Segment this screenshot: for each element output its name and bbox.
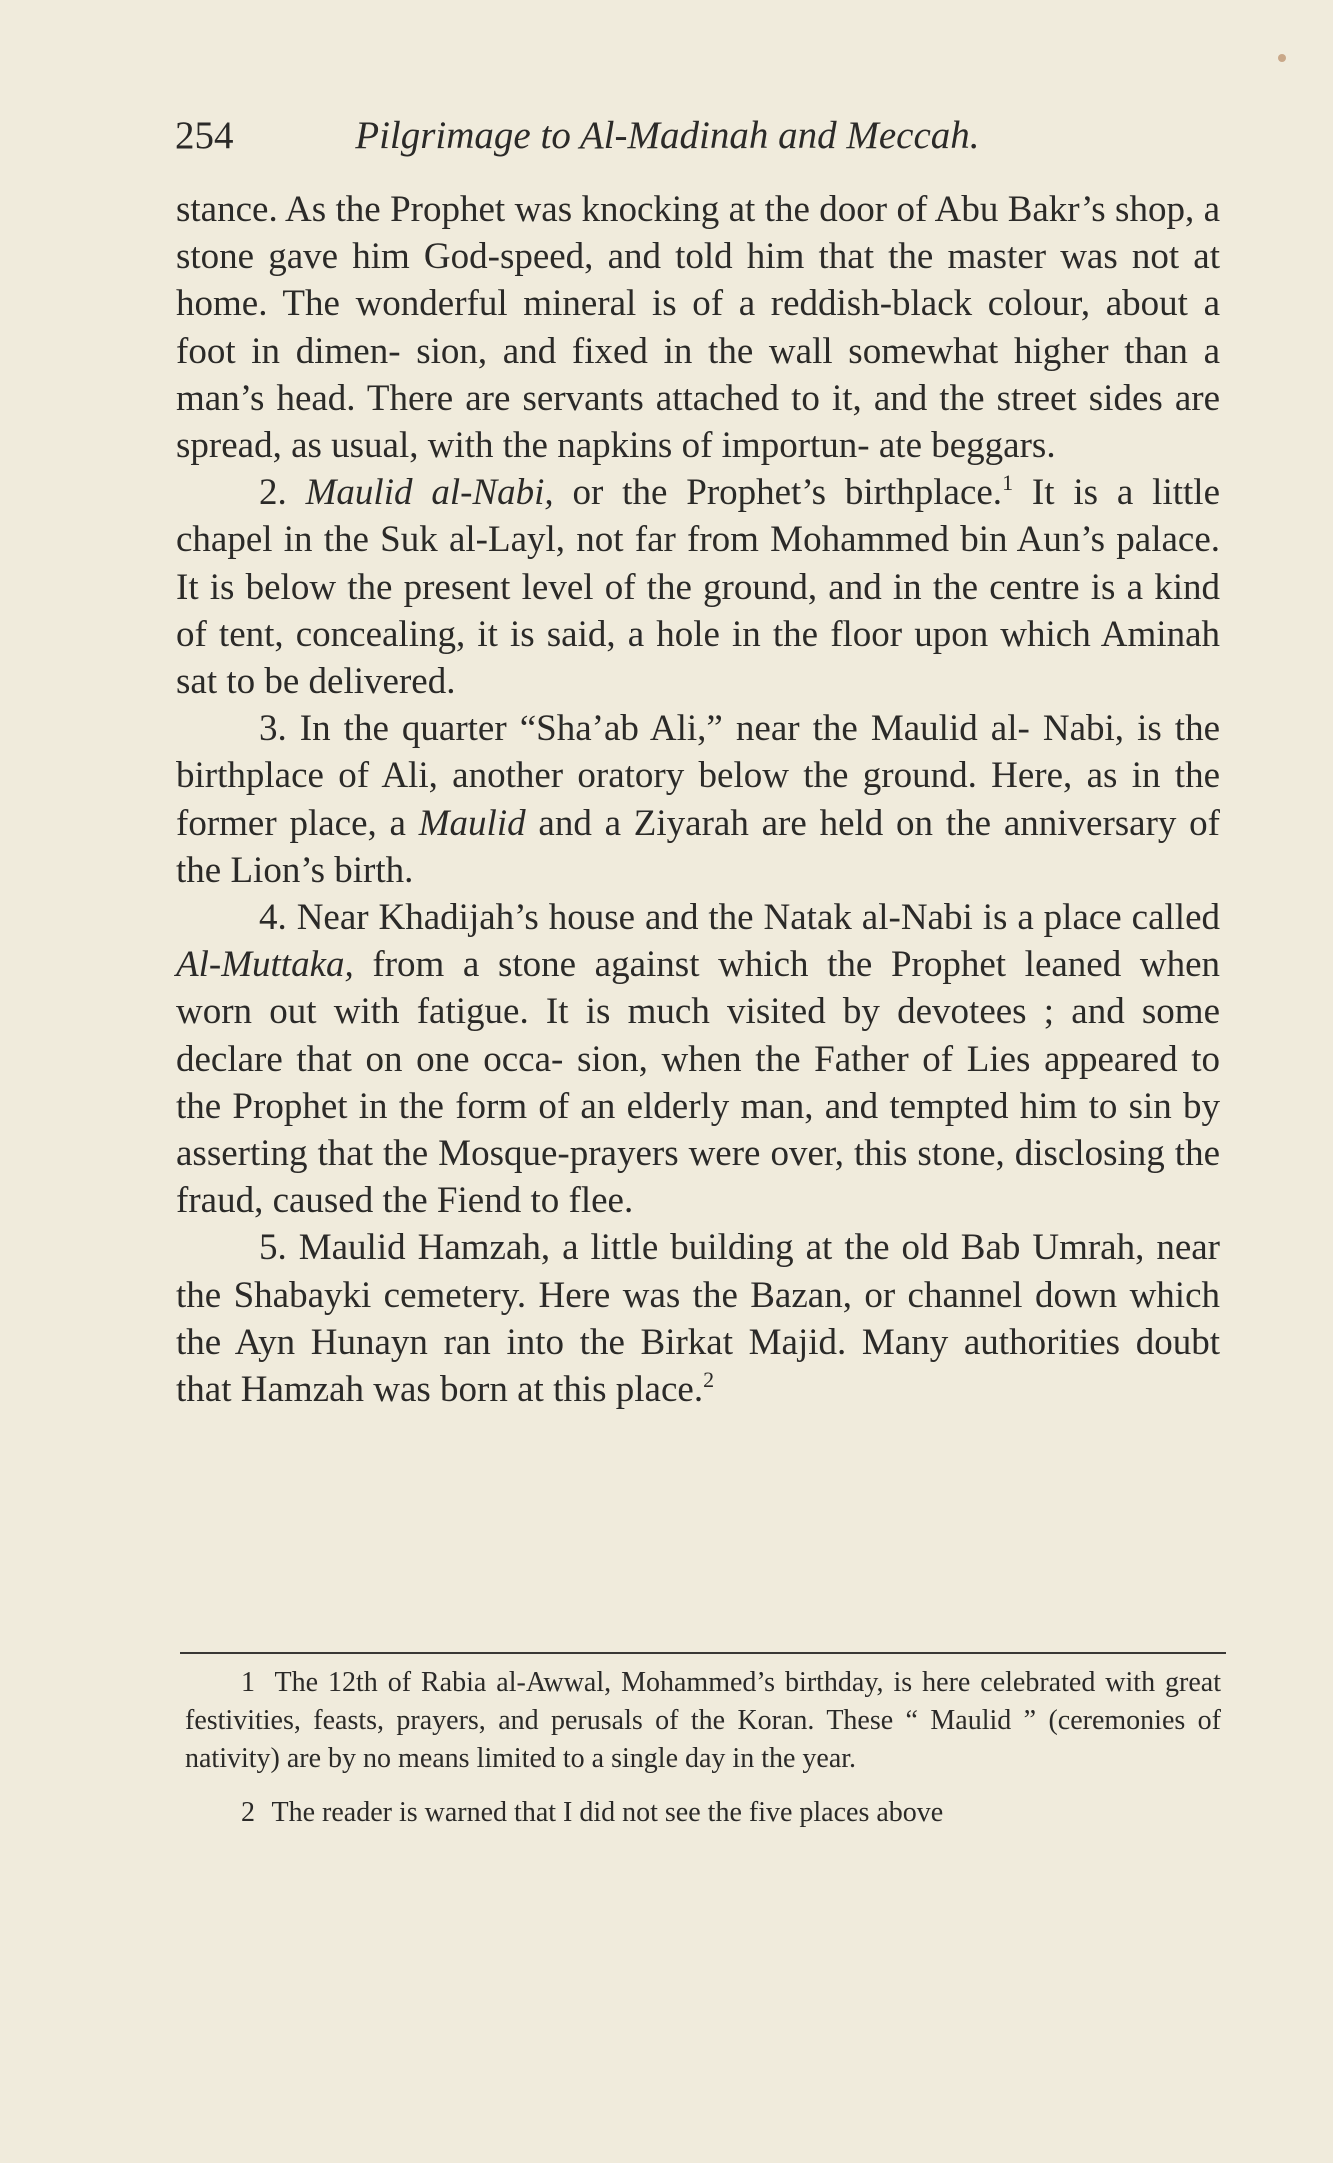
paragraph-2-number: 2.: [259, 472, 287, 514]
footnote-ref-2: 2: [703, 1367, 715, 1393]
paragraph-4: [176, 894, 1220, 1224]
footnote-1-number: 1: [241, 1667, 255, 1698]
running-title: Pilgrimage to Al-Madinah and Meccah.: [355, 114, 980, 157]
footnotes: [185, 1664, 1221, 1832]
paragraph-4-text-b: from a stone against which the Prophet leaned when worn out with fatigue. It is much visited by devotees ; and some declare that on one occa- sion, when the Father of Lies appeared to the Prophet in the form of an elderly man, and tempted him to sin by asserting that the Mosque-prayers were over, this stone, disclosing the fraud, caused the Fiend to flee.: [176, 944, 1220, 1222]
footnote-rule: [180, 1652, 1226, 1654]
paragraph-2-italic: Maulid al-Nabi,: [305, 472, 554, 514]
body-text: [176, 186, 1220, 1413]
footnote-1-text: The 12th of Rabia al-Awwal, Mohammed’s birthday, is here celebrated with great festivities, feasts, prayers, and perusals of the Koran. These “ Maulid ” (ceremonies of nativity) are by no means limited to a single day in the year.: [185, 1667, 1221, 1774]
footnote-2: [185, 1794, 1221, 1832]
paragraph-2: [176, 469, 1220, 705]
paragraph-5-text: 5. Maulid Hamzah, a little building at the old Bab Umrah, near the Shabayki cemetery. Here was the Bazan, or channel down which the Ayn Hunayn ran into the Birkat Majid. Many authorities doubt that Hamzah was born at this place.: [176, 1227, 1220, 1411]
footnote-2-number: 2: [241, 1797, 255, 1828]
footnote-ref-1: 1: [1002, 470, 1014, 496]
footnote-2-text: The reader is warned that I did not see the five places above: [271, 1797, 944, 1828]
paragraph-4-text-a: 4. Near Khadijah’s house and the Natak al-Nabi is a place called: [259, 897, 1220, 939]
page-number: 254: [175, 114, 234, 157]
running-header: [175, 106, 1235, 166]
paragraph-3-italic: Maulid: [418, 802, 526, 844]
footnote-1: [185, 1664, 1221, 1778]
paragraph-5: [176, 1224, 1220, 1413]
paragraph-4-italic: Al-Muttaka,: [176, 944, 354, 986]
paper-speck: [1278, 54, 1286, 62]
paragraph-1: stance. As the Prophet was knocking at the door of Abu Bakr’s shop, a stone gave him God-speed, and told him that the master was not at home. The wonderful mineral is of a reddish-black colour, about a foot in dimen- sion, and fixed in the wall somewhat higher than a man’s head. There are servants attached to it, and the street sides are spread, as usual, with the napkins of importun- ate beggars.: [176, 189, 1220, 467]
paragraph-3: [176, 705, 1220, 894]
paragraph-2-text-a: or the Prophet’s birthplace.: [553, 472, 1003, 514]
paragraph-2-text-b: It is a little chapel in the Suk al-Layl, not far from Mohammed bin Aun’s palace. It is below the present level of the ground, and in the centre is a kind of tent, concealing, it is said, a hole in the floor upon which Aminah sat to be delivered.: [176, 472, 1220, 703]
paragraph-3-text-b: and a Ziyarah are held on the anniversary of the Lion’s birth.: [176, 802, 1221, 891]
paragraph-3-text-a: 3. In the quarter “Sha’ab Ali,” near the Maulid al- Nabi, is the birthplace of Ali, another oratory below the ground. Here, as in the former place, a: [176, 708, 1220, 844]
